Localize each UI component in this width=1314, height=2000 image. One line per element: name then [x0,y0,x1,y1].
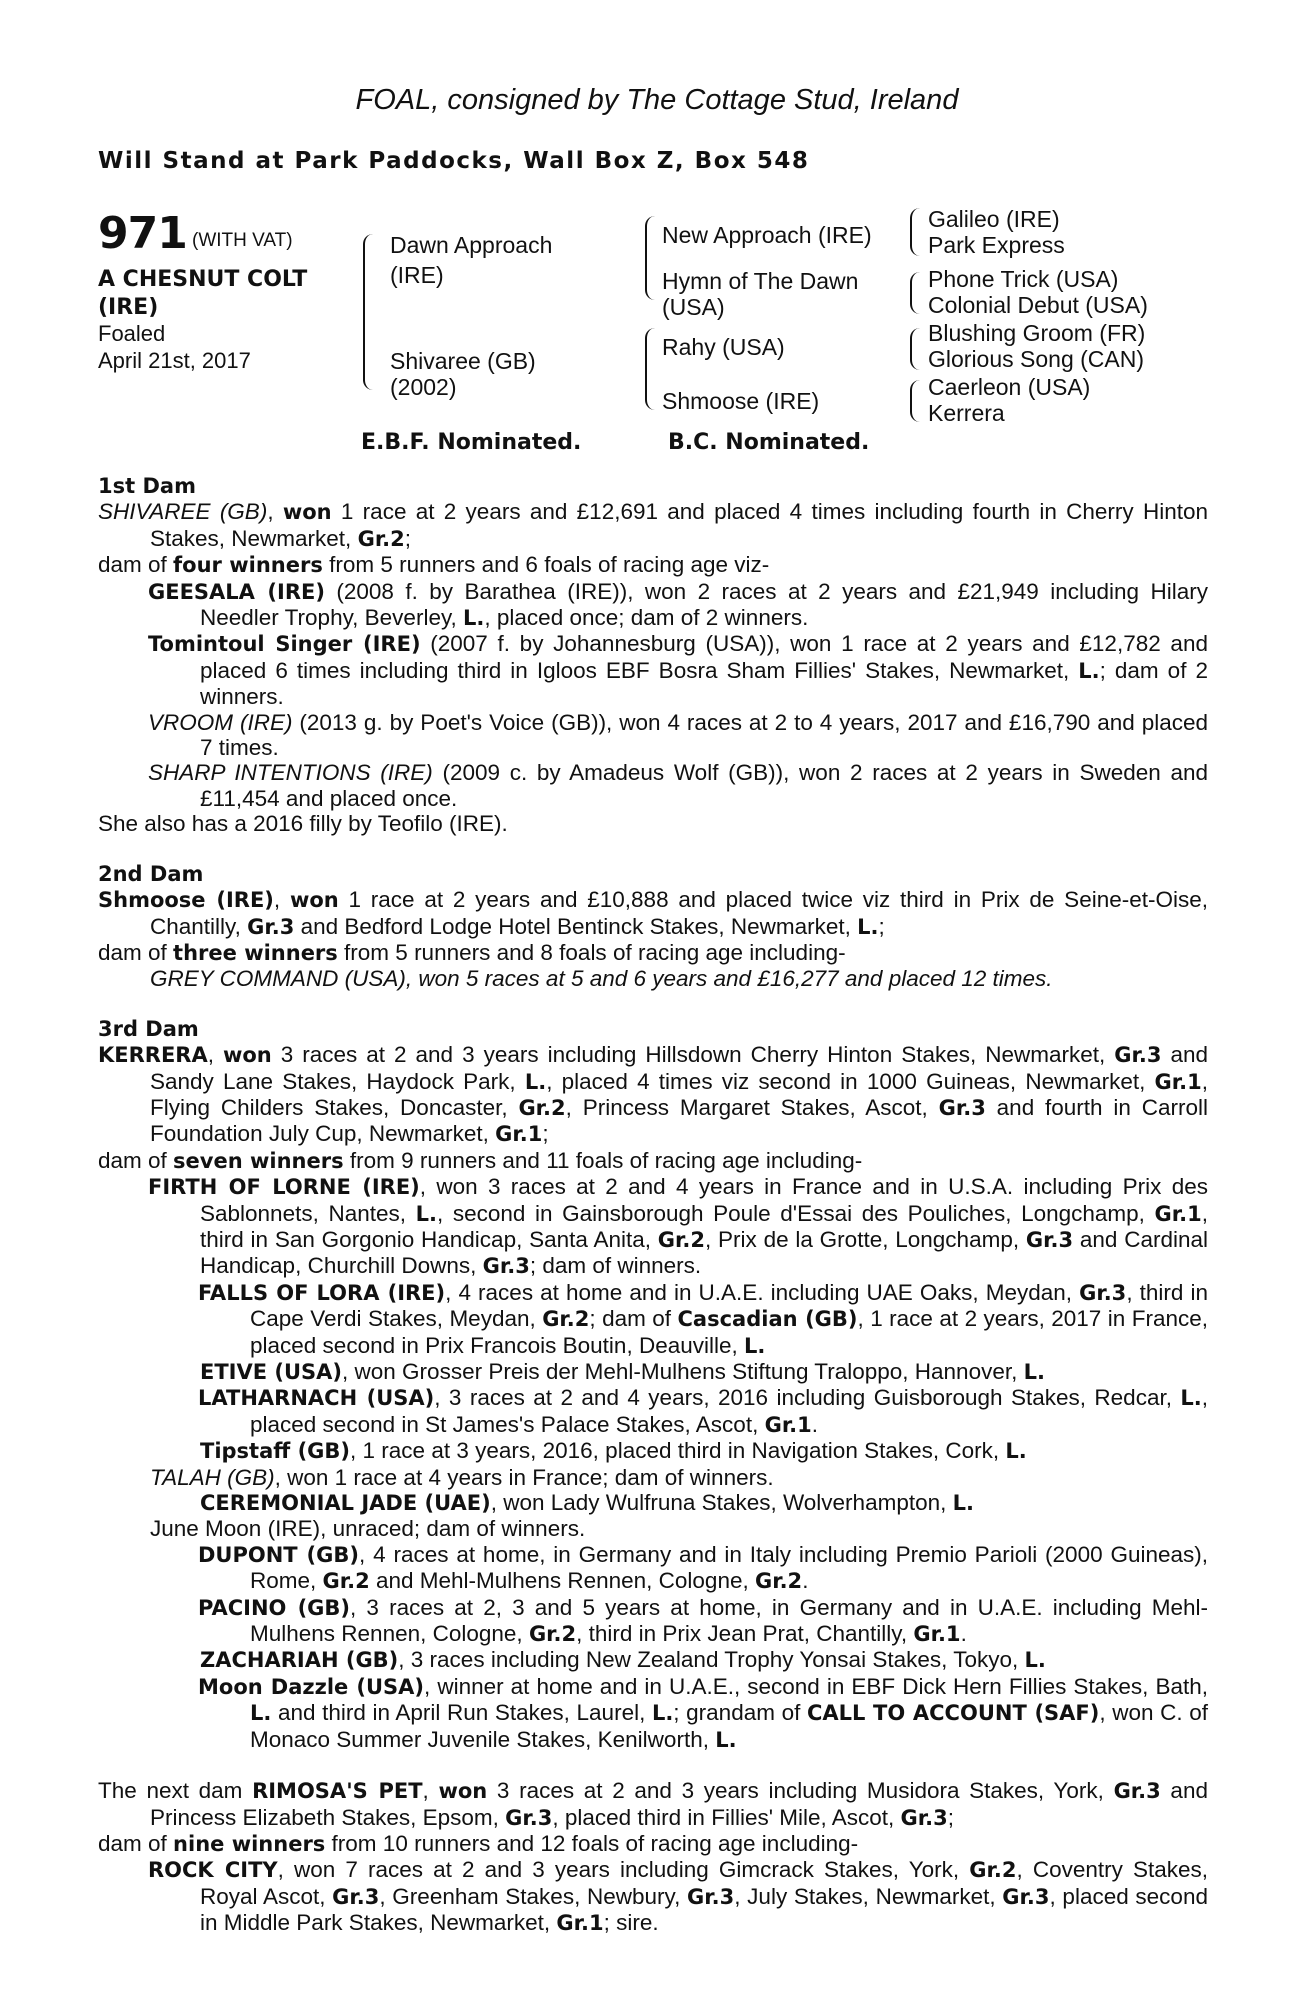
next-dam-g3: Gr.3 [900,1805,948,1830]
geesala-listed: L. [463,606,485,631]
first-dam-also: She also has a 2016 filly by Teofilo (IRE). [98,811,508,837]
rock-a: , won 7 races at 2 and 3 years including Gimcrack Stakes, York, [277,1857,970,1883]
etive-name: ETIVE (USA) [200,1360,343,1384]
sharp-name: SHARP INTENTIONS (IRE) [148,760,433,786]
rock-g4: Gr.3 [1002,1884,1050,1909]
lot-title [98,266,307,322]
lot-number: 971 [98,208,187,259]
foaled-info [98,320,251,374]
third-dam-record: KERRERA, won 3 races at 2 and 3 years including Hillsdown Cherry Hinton Stakes, Newmarket, Gr.3 and Sandy Lane Stakes, Haydock Park, L., placed 4 times viz second in 1000 Guineas, Newmarket, Gr.1, Flying Childers Stakes, Doncaster, Gr.2, Princess Margaret Stakes, Ascot, Gr.3 and fourth in Carroll Foundation July Cup, Newmarket, Gr.1; [98,1042,1208,1147]
firth-g4: Gr.3 [482,1254,530,1279]
firth-name: FIRTH OF LORNE (IRE) [148,1175,420,1200]
next-dam-c-end: ; [947,1804,955,1830]
falls-b: , third in Cape Verdi Stakes, Meydan, [250,1279,1209,1332]
dam-dam: Shmoose (IRE) [662,388,820,414]
rock-d: , July Stakes, Newmarket, [734,1883,1003,1909]
first-dam-won: won [282,500,332,525]
brace-gen3-4 [910,380,920,422]
dss: Blushing Groom (FR) [928,320,1146,346]
ddd: Kerrera [928,400,1005,426]
dam-of-text: dam of [98,939,174,965]
firth-g3: Gr.3 [1025,1227,1074,1252]
sire-country: (IRE) [390,262,444,288]
produce-talah [98,1465,1208,1490]
tomintoul-text: (2007 f. by Johannesburg (USA)), won 1 race at 2 years and £12,782 and placed 6 times including third in Igloos EBF Bosra Sham Fillies' Stakes, Newmarket, [200,631,1208,683]
ebf-nomination: E.B.F. Nominated. [361,430,582,455]
catalogue-body [98,474,1208,1937]
first-dam-name: SHIVAREE (GB) [98,499,268,525]
geesala-end: , placed once; dam of 2 winners. [484,605,809,631]
pac-a: , 3 races at 2, 3 and 5 years at home, in Germany and in U.A.E. including Mehl-Mulhens Rennen, Cologne, [250,1594,1209,1647]
cer-a: , won Lady Wulfruna Stakes, Wolverhampton, [490,1490,953,1516]
rock-c: , Greenham Stakes, Newbury, [379,1883,688,1909]
foaled-label: Foaled [98,321,166,346]
moon-d: , won C. of Monaco Summer Juvenile Stakes, Kenilworth, [250,1700,1208,1752]
tip-name: Tipstaff (GB) [200,1439,351,1464]
kerrera-g5: Gr.1 [495,1122,543,1147]
produce-dupont [98,1542,1208,1595]
falls-a: , 4 races at home and in U.A.E. including UAE Oaks, Meydan, [445,1279,1080,1305]
lath-l: L. [1180,1386,1202,1411]
sdd: Colonial Debut (USA) [928,292,1148,318]
next-dam-c: , placed third in Fillies' Mile, Ascot, [552,1804,901,1830]
lot-title-line1: A CHESNUT COLT [98,267,308,292]
kerrera-g3: Gr.2 [518,1095,566,1120]
talah-name: TALAH (GB) [150,1464,275,1490]
ssd: Park Express [928,232,1065,258]
rock-g5: Gr.1 [556,1911,604,1936]
first-dam-runners: from 5 runners and 6 foals of racing age viz- [322,552,770,578]
second-dam-record: Shmoose (IRE), won 1 race at 2 years and £10,888 and placed twice viz third in Prix de Seine-et-Oise, Chantilly, Gr.3 and Bedford Lodge Hotel Bentinck Stakes, Newmarket, L.; [98,887,1208,939]
rock-end: ; sire. [603,1910,659,1936]
kerrera-t6: and fourth in Carroll Foundation July Cup, Newmarket, [150,1094,1208,1147]
first-dam-text: 1 race at 2 years and £12,691 and placed 4 times including fourth in Cherry Hinton Stakes, Newmarket, [150,499,1208,551]
second-dam-runners: from 5 runners and 8 foals of racing age including- [337,939,846,965]
firth-c: , third in San Gorgonio Handicap, Santa Anita, [200,1200,1208,1252]
moon-l2: L. [651,1701,674,1726]
falls-d: , 1 race at 2 years, 2017 in France, placed second in Prix Francois Boutin, Deauville, [250,1306,1208,1358]
next-dam-intro: The next dam [98,1778,253,1804]
lot-title-line2: (IRE) [98,295,159,320]
produce-zachariah [98,1647,1208,1673]
first-dam-winners: four winners [173,553,323,578]
third-dam-runners: from 9 runners and 11 foals of racing age including- [343,1147,863,1173]
tip-a: , 1 race at 3 years, 2016, placed third in Navigation Stakes, Cork, [350,1438,1006,1464]
foaled-date: April 21st, 2017 [98,348,251,373]
kerrera-g2: Gr.1 [1154,1069,1202,1094]
sire-dam-country: (USA) [662,294,725,320]
first-dam-record: SHIVAREE (GB), won 1 race at 2 years and £12,691 and placed 4 times including fourth in Cherry Hinton Stakes, Newmarket, Gr.2; [98,499,1208,551]
next-dam-produce-intro [98,1831,1208,1857]
second-dam-won: won [289,888,339,913]
falls-g1: Gr.3 [1079,1280,1127,1305]
kerrera-t1: 3 races at 2 and 3 years including Hillsdown Cherry Hinton Stakes, Newmarket, [271,1042,1115,1068]
kerrera-won: won [222,1043,272,1068]
etive-a: , won Grosser Preis der Mehl-Mulhens Stiftung Traloppo, Hannover, [342,1359,1024,1384]
falls-c: ; dam of [589,1306,678,1332]
moon-b: and third in April Run Stakes, Laurel, [271,1700,652,1726]
next-dam-a: 3 races at 2 and 3 years including Musidora Stakes, York, [487,1778,1114,1804]
lath-end: . [811,1411,819,1437]
kerrera-g4: Gr.3 [938,1095,986,1120]
brace-gen3-2 [910,272,920,314]
firth-f: ; dam of winners. [529,1253,702,1279]
next-dam-runners: from 10 runners and 12 foals of racing age including- [325,1830,859,1856]
falls-name: FALLS OF LORA (IRE) [198,1280,446,1305]
grey-command-text: , won 5 races at 5 and 6 years and £16,277 and placed 12 times. [405,966,1053,992]
second-dam-name: Shmoose (IRE) [98,888,274,913]
moon-name: Moon Dazzle (USA) [198,1674,425,1699]
next-dam-g2: Gr.3 [505,1805,553,1830]
second-dam-semi: ; [878,913,885,939]
produce-rock-city [98,1857,1208,1936]
geesala-text: (2008 f. by Barathea (IRE)), won 2 races at 2 years and £21,949 including Hilary Needler Trophy, Beverley, [200,578,1208,631]
dam-name: Shivaree (GB) [390,348,536,374]
grey-command-name: GREY COMMAND (USA) [150,966,406,992]
rock-name: ROCK CITY [148,1858,278,1883]
dup-g2: Gr.2 [754,1569,803,1594]
cascadian-name: Cascadian (GB) [677,1307,858,1332]
dam-of-text: dam of [98,1830,174,1856]
lath-b: , placed second in St James's Palace Stakes, Ascot, [250,1385,1209,1437]
brace-gen1 [363,234,377,390]
moon-c: ; grandam of [673,1700,807,1726]
produce-vroom [98,710,1208,761]
produce-moon-dazzle [98,1674,1208,1753]
bc-nomination: B.C. Nominated. [668,430,870,455]
kerrera-t5: , Princess Margaret Stakes, Ascot, [565,1094,939,1120]
next-dam-b: and Princess Elizabeth Stakes, Epsom, [150,1778,1208,1830]
geesala-name: GEESALA (IRE) [148,579,325,604]
kerrera-t2: and Sandy Lane Stakes, Haydock Park, [150,1042,1208,1094]
produce-ceremonial [98,1490,1208,1516]
pac-g1: Gr.2 [528,1622,577,1647]
lath-g: Gr.1 [764,1412,812,1437]
rock-g1: Gr.2 [969,1858,1017,1883]
dup-b: and Mehl-Mulhens Rennen, Cologne, [369,1568,755,1594]
kerrera-name: KERRERA [98,1043,208,1068]
first-dam-grade: Gr.2 [357,526,405,551]
dam-of-text: dam of [98,1147,174,1173]
kerrera-t3: , placed 4 times viz second in 1000 Guineas, Newmarket, [546,1068,1155,1094]
dam-sire: Rahy (USA) [662,334,785,360]
first-dam-heading: 1st Dam [98,474,196,498]
rock-b: , Coventry Stakes, Royal Ascot, [200,1857,1208,1909]
moon-l3: L. [715,1727,737,1752]
vroom-name: VROOM (IRE) [148,709,293,735]
produce-grey-command [98,966,1208,991]
vroom-text: (2013 g. by Poet's Voice (GB)), won 4 races at 2 to 4 years, 2017 and £16,790 and placed 7 times. [200,709,1208,761]
kerrera-t4: , Flying Childers Stakes, Doncaster, [150,1068,1208,1120]
second-dam-listed: L. [857,914,879,939]
pac-g2: Gr.1 [913,1622,961,1647]
brace-gen2-bottom [645,328,657,410]
firth-d: , Prix de la Grotte, Longchamp, [705,1226,1026,1252]
sss: Galileo (IRE) [928,206,1060,232]
third-dam-heading: 3rd Dam [98,1016,199,1041]
produce-tomintoul [98,631,1208,709]
second-dam-text1: 1 race at 2 years and £10,888 and placed twice viz third in Prix de Seine-et-Oise, Chantilly, [150,887,1208,939]
lath-name: LATHARNACH (USA) [198,1386,435,1411]
zac-l: L. [1024,1648,1046,1673]
vat-note: (WITH VAT) [192,230,293,251]
produce-pacino [98,1595,1208,1648]
dup-name: DUPONT (GB) [198,1542,359,1567]
firth-b: , second in Gainsborough Poule d'Essai des Pouliches, Longchamp, [436,1200,1155,1226]
dup-a: , 4 races at home, in Germany and in Italy including Premio Parioli (2000 Guineas), Rome, [250,1541,1208,1594]
next-dam-g1: Gr.3 [1113,1779,1161,1804]
sds: Phone Trick (USA) [928,266,1119,292]
moon-a: , winner at home and in U.A.E., second in EBF Dick Hern Fillies Stakes, Bath, [424,1673,1208,1699]
brace-gen3-1 [910,208,920,256]
rock-g2: Gr.3 [332,1884,380,1909]
dsd: Glorious Song (CAN) [928,346,1145,372]
brace-gen2-top [645,216,657,300]
cer-l: L. [952,1491,974,1516]
kerrera-end: ; [542,1121,549,1147]
next-dam-record: The next dam RIMOSA'S PET, won 3 races at 2 and 3 years including Musidora Stakes, York, Gr.3 and Princess Elizabeth Stakes, Epsom, Gr.3, placed third in Fillies' Mile, Ascot, Gr.3; [98,1778,1208,1830]
dup-end: . [802,1568,809,1594]
next-dam-won: won [438,1779,488,1804]
dup-g1: Gr.2 [322,1569,370,1594]
pac-b: , third in Prix Jean Prat, Chantilly, [576,1621,914,1647]
third-dam-produce-intro [98,1148,1208,1174]
produce-falls [98,1280,1208,1359]
produce-latharnach [98,1385,1208,1438]
tomintoul-listed: L. [1078,658,1100,683]
cer-name: CEREMONIAL JADE (UAE) [200,1491,491,1516]
second-dam-heading: 2nd Dam [98,861,204,886]
sire-dam: Hymn of The Dawn [662,268,859,294]
brace-gen3-3 [910,328,920,370]
firth-g2: Gr.2 [657,1227,705,1252]
firth-l: L. [415,1201,437,1226]
dam-of-text: dam of [98,552,174,578]
tomintoul-name: Tomintoul Singer (IRE) [148,632,421,657]
sire-sire: New Approach (IRE) [662,222,872,248]
rock-e: , placed second in Middle Park Stakes, Newmarket, [200,1883,1208,1936]
first-dam-produce-intro [98,552,1208,578]
third-dam-winners: seven winners [173,1148,344,1173]
kerrera-l: L. [524,1069,547,1094]
produce-firth [98,1174,1208,1280]
produce-june-moon: June Moon (IRE), unraced; dam of winners. [150,1516,586,1542]
dam-year: (2002) [390,374,457,400]
zac-a: , 3 races including New Zealand Trophy Yonsai Stakes, Tokyo, [398,1647,1025,1673]
sharp-text: (2009 c. by Amadeus Wolf (GB)), won 2 races at 2 years in Sweden and £11,454 and placed once. [200,760,1208,811]
produce-tipstaff [98,1438,1208,1464]
produce-sharp [98,760,1208,811]
next-dam-winners: nine winners [173,1831,326,1856]
produce-geesala [98,579,1208,632]
sire-name: Dawn Approach [390,232,553,258]
dds: Caerleon (USA) [928,374,1091,400]
firth-e: and Cardinal Handicap, Churchill Downs, [200,1226,1208,1279]
talah-a: , won 1 race at 4 years in France; dam of winners. [274,1464,774,1490]
call-to-account-name: CALL TO ACCOUNT (SAF) [806,1701,1100,1726]
moon-l1: L. [250,1701,272,1726]
pac-end: . [960,1621,967,1647]
zac-name: ZACHARIAH (GB) [200,1648,399,1673]
produce-etive [98,1359,1208,1385]
kerrera-g1: Gr.3 [1114,1043,1162,1068]
pac-name: PACINO (GB) [198,1595,351,1620]
firth-a: , won 3 races at 2 and 4 years in France and in U.S.A. including Prix des Sablonnets, Nantes, [200,1174,1208,1226]
next-dam-name: RIMOSA'S PET [252,1779,423,1804]
etive-l: L. [1023,1360,1045,1384]
stand-location: Will Stand at Park Paddocks, Wall Box Z, Box 548 [98,148,810,174]
tip-l: L. [1005,1439,1027,1464]
first-dam-semi: ; [404,525,412,551]
second-dam-produce-intro [98,940,1208,966]
consignment-line: FOAL, consigned by The Cottage Stud, Ireland [355,84,959,116]
falls-l: L. [744,1333,766,1358]
second-dam-grade: Gr.3 [247,914,295,939]
lath-a: , 3 races at 2 and 4 years, 2016 including Guisborough Stakes, Redcar, [434,1385,1181,1411]
firth-g1: Gr.1 [1154,1201,1202,1226]
rock-g3: Gr.3 [687,1884,735,1909]
falls-g2: Gr.2 [542,1307,590,1332]
tomintoul-end: ; dam of 2 winners. [200,657,1208,710]
second-dam-text2: and Bedford Lodge Hotel Bentinck Stakes, Newmarket, [294,913,858,939]
second-dam-winners: three winners [173,940,338,965]
